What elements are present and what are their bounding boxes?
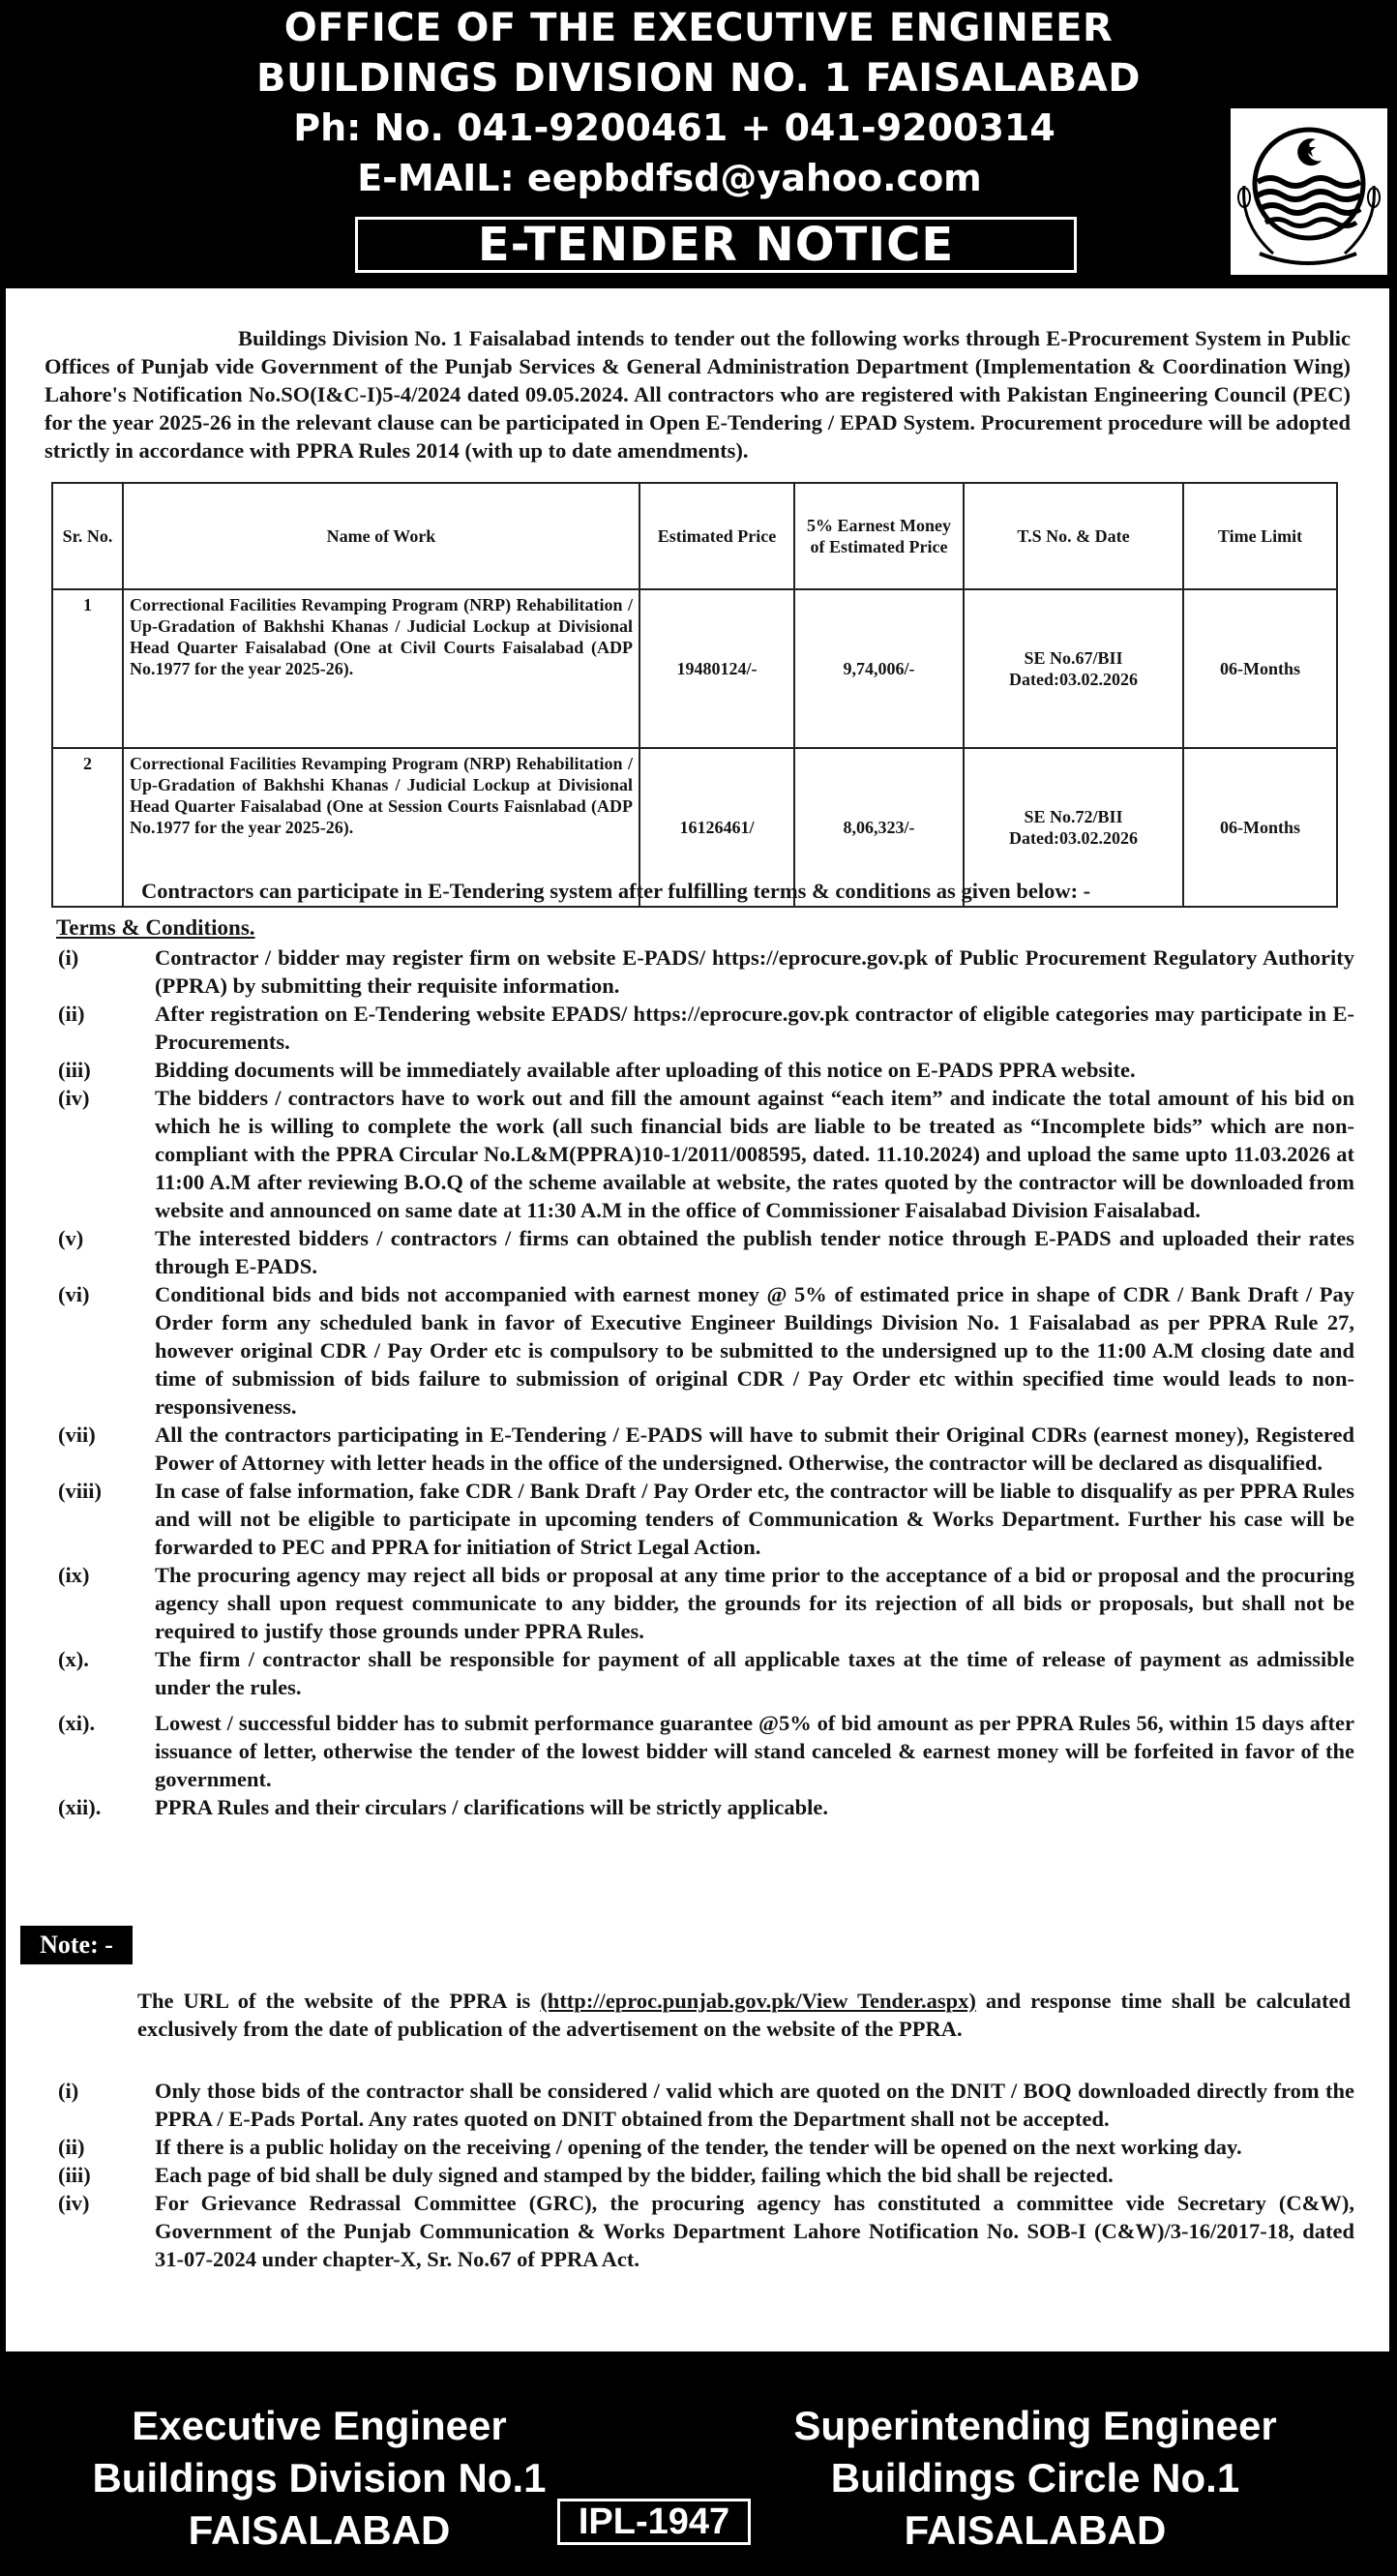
term-text: The bidders / contractors have to work out and fill the amount against “each item” and indicate the total amount of his bid on which he is willing to complete the work (all such financial bids are liable to be treated as “Incomplete bids” which are non-compliant with the PPRA Circular No.L&M(PPRA)10-1/2011/008595, dated. 11.10.2024) and upload the same upto 11.03.2026 at 11:00 A.M after reviewing B.O.Q of the scheme available at website, the rates quoted by the contractor will be downloaded from website and announced on same date at 11:30 A.M in the office of Commissioner Faisalabad Division Faisalabad. [155,1086,1354,1222]
contractors-text: Contractors can participate in E-Tendering system after fulfilling terms & conditions as given below: - [141,878,1091,903]
term-text: Contractor / bidder may register firm on website E-PADS/ https://eprocure.gov.pk of Public Procurement Regulatory Authority (PPRA) by submitting their requisite information. [155,945,1354,998]
notes-list [19,2077,1354,2273]
col-header-earnest: 5% Earnest Money of Estimated Price [794,483,964,589]
cell-ts [964,589,1183,748]
terms-list [19,944,1354,1821]
note-item [19,2161,1354,2189]
cell-sr: 2 [52,748,123,907]
note-item [19,2189,1354,2273]
table-header-row [52,483,1337,589]
notice-body [6,288,1389,2351]
term-number: (iv) [58,1086,90,1110]
note-url-paragraph [137,1987,1351,2043]
term-number: (xi). [58,1711,96,1735]
term-number: (iii) [58,1058,91,1082]
cell-estimated: 16126461/ [639,748,794,907]
term-number: (viii) [58,1479,102,1503]
division-title: BUILDINGS DIVISION NO. 1 FAISALABAD [256,56,1141,101]
note-label: Note: - [20,1926,133,1964]
term-text: Lowest / successful bidder has to submit performance guarantee @5% of bid amount as per PPRA Rules 56, within 15 days after issuance of letter, otherwise the tender of the lowest bidder will stand canceled & earnest money will be forfeited in favor of the government. [155,1711,1354,1791]
email-address: E-MAIL: eepbdfsd@yahoo.com [357,157,982,199]
contractors-paragraph [45,877,1351,905]
note-text: Each page of bid shall be duly signed and stamped by the bidder, failing which the bid shall be rejected. [155,2163,1114,2187]
col-header-time: Time Limit [1183,483,1337,589]
term-item [19,1280,1354,1421]
term-number: (vi) [58,1282,90,1306]
term-item [19,1645,1354,1701]
signatory-title: Executive Engineer [132,2403,507,2448]
terms-title: Terms & Conditions. [56,915,255,940]
term-text: PPRA Rules and their circulars / clarifications will be strictly applicable. [155,1795,828,1819]
cell-sr: 1 [52,589,123,748]
notice-header [0,0,1397,288]
term-item [19,1000,1354,1056]
note-text: For Grievance Redrassal Committee (GRC), the procuring agency has constituted a committee vide Secretary (C&W), Government of the Punjab Communication & Works Department Lahore Notification No. SOB-I (C&W)/3-16/2017-18, dated 31-07-2024 under chapter-X, Sr. No.67 of PPRA Act. [155,2191,1354,2271]
term-item [19,1224,1354,1280]
term-text: In case of false information, fake CDR / Bank Draft / Pay Order etc, the contractor will be liable to disqualify as per PPRA Rules and will not be eligible to participate in upcoming tenders of Communication & Works Department. Further his case will be forwarded to PEC and PPRA for initiation of Strict Legal Action. [155,1479,1354,1559]
col-header-sr: Sr. No. [52,483,123,589]
term-text: The procuring agency may reject all bids or proposal at any time prior to the acceptance of a bid or proposal and the procuring agency shall upon request communicate to any bidder, the grounds for its rejection of all bids or proposals, but shall not be required to justify those grounds under PPRA Rules. [155,1563,1354,1643]
term-item [19,1477,1354,1561]
term-item [19,1056,1354,1084]
ppra-url-link[interactable]: (http://eproc.punjab.gov.pk/View Tender.aspx) [540,1988,976,2013]
term-item [19,1421,1354,1477]
term-text: Bidding documents will be immediately available after uploading of this notice on E-PADS PPRA website. [155,1058,1136,1082]
office-title: OFFICE OF THE EXECUTIVE ENGINEER [283,6,1114,50]
executive-engineer-signature [19,2361,619,2557]
signatory-office: Buildings Division No.1 [92,2455,547,2501]
term-number: (ix) [58,1563,90,1587]
note-text: If there is a public holiday on the receiving / opening of the tender, the tender will be opened on the next working day. [155,2135,1242,2159]
note-number: (ii) [58,2135,85,2159]
cell-earnest: 9,74,006/- [794,589,964,748]
term-number: (x). [58,1647,89,1671]
note-url-prefix: The URL of the website of the PPRA is [137,1988,541,2013]
term-number: (ii) [58,1002,85,1026]
note-number: (iii) [58,2163,91,2187]
term-text: All the contractors participating in E-Tendering / E-PADS will have to submit their Original CDRs (earnest money), Registered Power of Attorney with letter heads in the office of the undersigned. Otherwise, the contractor will be declared as disqualified. [155,1423,1354,1475]
term-number: (v) [58,1226,84,1250]
term-number: (vii) [58,1423,96,1447]
cell-name: Correctional Facilities Revamping Program (NRP) Rehabilitation / Up-Gradation of Bakhshi Khanas / Judicial Lockup at Divisional Head Quarter Faisalabad (One at Civil Courts Faisalabad (ADP No.1977 for the year 2025-26). [123,589,639,748]
term-item [19,944,1354,1000]
note-url-suffix: and response time shall be calculated exclusively from the date of publication of the advertisement on the website of the PPRA. [137,1988,1351,2041]
cell-estimated: 19480124/- [639,589,794,748]
term-text: The interested bidders / contractors / firms can obtained the publish tender notice through E-PADS and uploaded their rates through E-PADS. [155,1226,1354,1278]
term-text: Conditional bids and bids not accompanied with earnest money @ 5% of estimated price in shape of CDR / Bank Draft / Pay Order form any scheduled bank in favor of Executive Engineer Buildings Division No. 1 Faisalabad as per PPRA Rule 27, however original CDR / Pay Order etc is compulsory to be submitted to the undersigned up to the 11:00 A.M closing date and time of submission of bids failure to submission of original CDR / Pay Order etc within specified time would leads to non-responsiveness. [155,1282,1354,1419]
ts-number: SE No.67/BII [1024,648,1123,668]
term-text: The firm / contractor shall be responsible for payment of all applicable taxes at the time of release of payment as admissible under the rules. [155,1647,1354,1699]
term-item [19,1561,1354,1645]
intro-paragraph [45,324,1351,464]
signatory-office: Buildings Circle No.1 [830,2455,1240,2501]
cell-name: Correctional Facilities Revamping Program (NRP) Rehabilitation / Up-Gradation of Bakhshi Khanas / Judicial Lockup at Divisional Head Quarter Faisalabad (One at Session Courts Faisnlabad (ADP No.1977 for the year 2025-26). [123,748,639,907]
ipl-number-badge: IPL-1947 [557,2499,751,2545]
note-text: Only those bids of the contractor shall be considered / valid which are quoted on the DNIT / BOQ downloaded directly from the PPRA / E-Pads Portal. Any rates quoted on DNIT obtained from the Department shall not be accepted. [155,2079,1354,2131]
punjab-emblem-icon [1231,108,1387,275]
cell-time: 06-Months [1183,748,1337,907]
superintending-engineer-signature [668,2361,1397,2557]
ts-number: SE No.72/BII [1024,807,1123,826]
note-number: (i) [58,2079,79,2103]
signatory-city: FAISALABAD [188,2507,451,2553]
term-item [19,1709,1354,1793]
e-tender-notice-title: E-TENDER NOTICE [355,217,1077,273]
term-number: (xii). [58,1795,102,1819]
note-item [19,2133,1354,2161]
col-header-estimated: Estimated Price [639,483,794,589]
term-item [19,1793,1354,1821]
works-table [51,482,1338,908]
table-row [52,589,1337,748]
signatory-title: Superintending Engineer [793,2403,1277,2448]
signatory-city: FAISALABAD [904,2507,1167,2553]
term-text: After registration on E-Tendering website EPADS/ https://eprocure.gov.pk contractor of eligible categories may participate in E-Procurements. [155,1002,1354,1054]
ts-date: Dated:03.02.2026 [1009,828,1138,848]
note-number: (iv) [58,2191,90,2215]
col-header-ts: T.S No. & Date [964,483,1183,589]
cell-earnest: 8,06,323/- [794,748,964,907]
col-header-name: Name of Work [123,483,639,589]
term-number: (i) [58,945,79,970]
note-item [19,2077,1354,2133]
term-item [19,1084,1354,1224]
ts-date: Dated:03.02.2026 [1009,670,1138,689]
intro-text: Buildings Division No. 1 Faisalabad intends to tender out the following works through E-Procurement System in Public Offices of Punjab vide Government of the Punjab Services & General Administration Department (Implementation & Coordination Wing) Lahore's Notification No.SO(I&C-I)5-4/2024 dated 09.05.2024. All contractors who are registered with Pakistan Engineering Council (PEC) for the year 2025-26 in the relevant clause can be participated in Open E-Tendering / EPAD System. Procurement procedure will be adopted strictly in accordance with PPRA Rules 2014 (with up to date amendments). [45,325,1351,463]
cell-time: 06-Months [1183,589,1337,748]
phone-numbers: Ph: No. 041-9200461 + 041-9200314 [293,106,1055,149]
